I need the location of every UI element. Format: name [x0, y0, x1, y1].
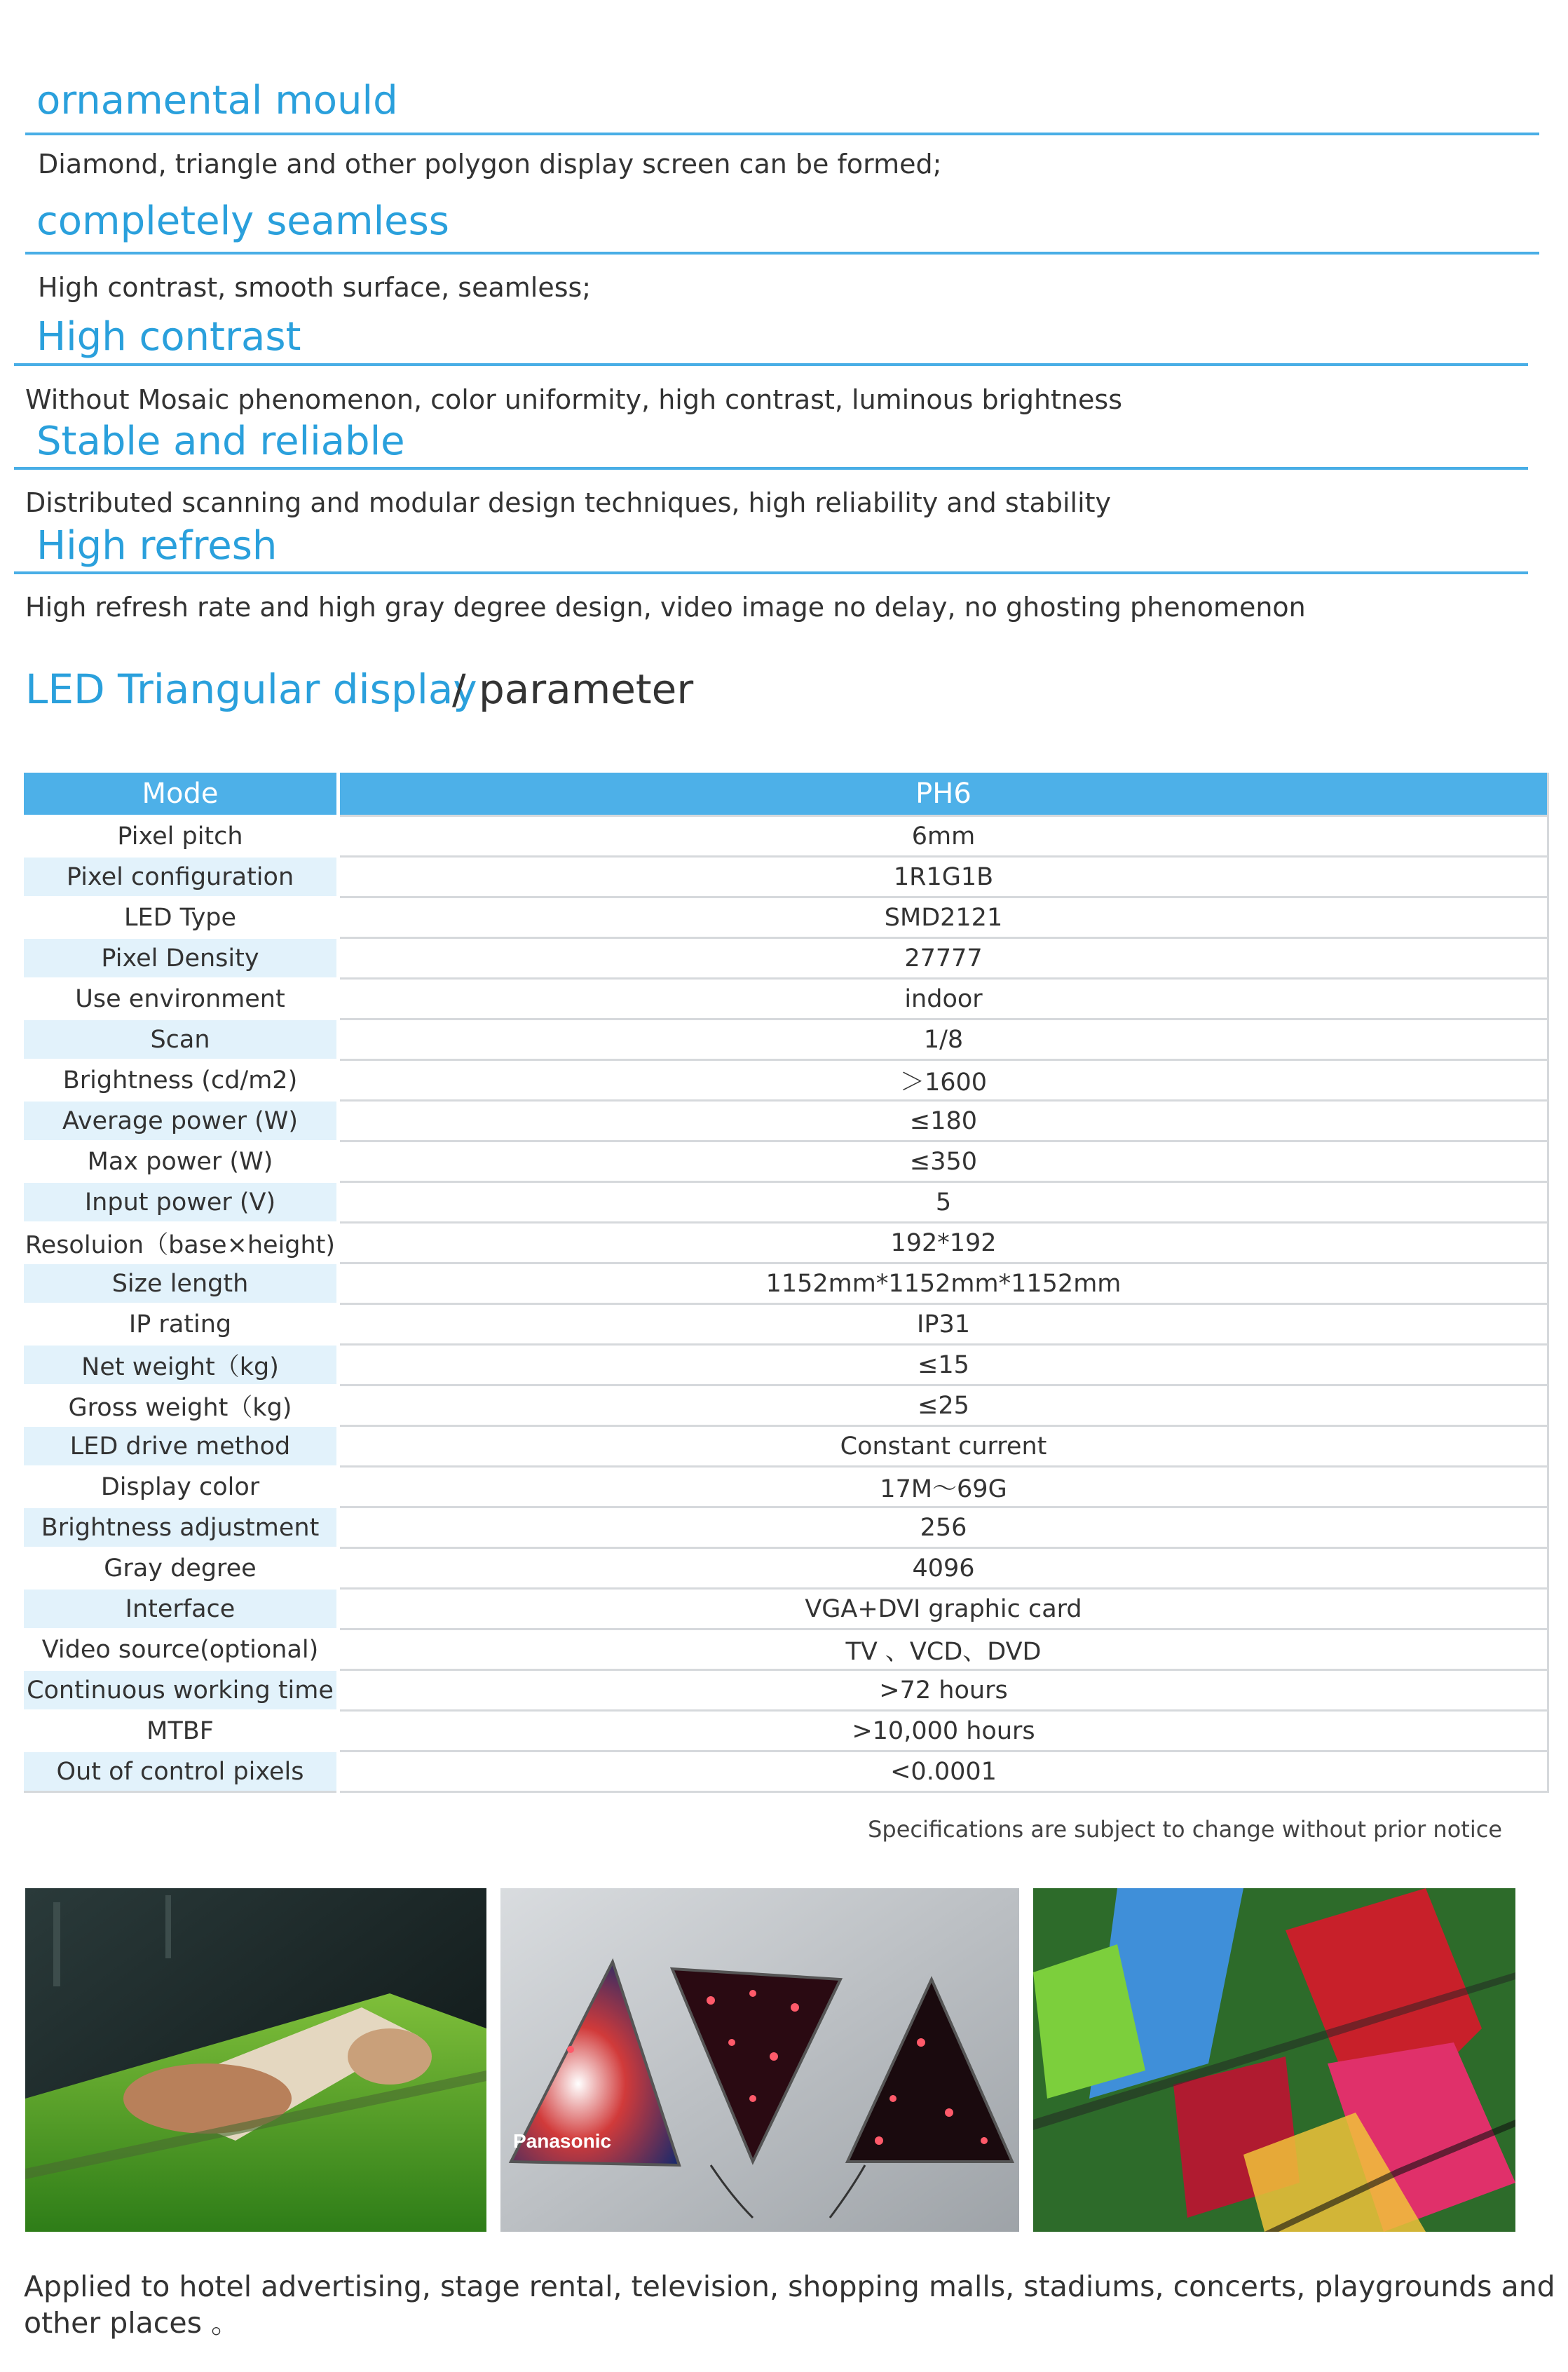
spec-key: Out of control pixels — [24, 1751, 339, 1792]
spec-notice: Specifications are subject to change without prior notice — [868, 1816, 1502, 1843]
spec-value: ≤15 — [339, 1345, 1548, 1385]
spec-header-row — [24, 773, 1548, 816]
spec-value: SMD2121 — [339, 897, 1548, 938]
spec-value: ≤180 — [339, 1101, 1548, 1141]
spec-value: ≤25 — [339, 1385, 1548, 1426]
spec-row — [24, 1507, 1548, 1548]
feature-rule — [25, 252, 1539, 255]
spec-value: 1/8 — [339, 1019, 1548, 1060]
spec-row — [24, 938, 1548, 979]
spec-row — [24, 1670, 1548, 1711]
spec-header-value: PH6 — [339, 773, 1548, 816]
feature-description: Distributed scanning and modular design techniques, high reliability and stability — [25, 487, 1112, 518]
feature-title: High refresh — [36, 523, 278, 569]
spec-key: IP rating — [24, 1304, 339, 1345]
spec-row — [24, 1589, 1548, 1629]
spec-row — [24, 1060, 1548, 1101]
spec-key: Video source(optional) — [24, 1629, 339, 1670]
spec-row — [24, 1182, 1548, 1223]
spec-value: >72 hours — [339, 1670, 1548, 1711]
spec-row — [24, 1426, 1548, 1467]
spec-value: 4096 — [339, 1548, 1548, 1589]
spec-value: 27777 — [339, 938, 1548, 979]
spec-row — [24, 857, 1548, 897]
spec-row — [24, 1711, 1548, 1751]
spec-key: LED Type — [24, 897, 339, 938]
feature-description: Diamond, triangle and other polygon display screen can be formed; — [38, 149, 942, 179]
spec-row — [24, 1304, 1548, 1345]
spec-value: >10,000 hours — [339, 1711, 1548, 1751]
spec-key: Brightness adjustment — [24, 1507, 339, 1548]
feature-description: Without Mosaic phenomenon, color uniformity, high contrast, luminous brightness — [25, 384, 1122, 415]
spec-row — [24, 897, 1548, 938]
spec-key: Gross weight（kg) — [24, 1385, 339, 1426]
spec-row — [24, 1345, 1548, 1385]
spec-key: Pixel configuration — [24, 857, 339, 897]
spec-value: 6mm — [339, 816, 1548, 857]
spec-value: TV 、VCD、DVD — [339, 1629, 1548, 1670]
feature-title: Stable and reliable — [36, 419, 405, 464]
section-subtitle: / parameter — [452, 665, 694, 713]
feature-description: High contrast, smooth surface, seamless; — [38, 272, 592, 303]
spec-value: ≤350 — [339, 1141, 1548, 1182]
spec-row — [24, 979, 1548, 1019]
spec-row — [24, 1548, 1548, 1589]
spec-value: IP31 — [339, 1304, 1548, 1345]
spec-key: Gray degree — [24, 1548, 339, 1589]
spec-row — [24, 1467, 1548, 1507]
spec-row — [24, 1751, 1548, 1792]
spec-key: Scan — [24, 1019, 339, 1060]
triangle-panels-photo — [500, 1888, 1019, 2232]
feature-description: High refresh rate and high gray degree design, video image no delay, no ghosting phenomenon — [25, 592, 1306, 623]
spec-key: Net weight（kg) — [24, 1345, 339, 1385]
spec-value: VGA+DVI graphic card — [339, 1589, 1548, 1629]
spec-key: Pixel pitch — [24, 816, 339, 857]
spec-header-key: Mode — [24, 773, 339, 816]
spec-row — [24, 1263, 1548, 1304]
spec-row — [24, 1101, 1548, 1141]
spec-table — [24, 773, 1549, 1793]
feature-title: ornamental mould — [36, 78, 398, 123]
spec-key: LED drive method — [24, 1426, 339, 1467]
feature-title: completely seamless — [36, 198, 449, 244]
floor-led-display-image — [25, 1888, 486, 2232]
spec-key: Resoluion（base×height) — [24, 1223, 339, 1263]
panasonic-logo-text: Panasonic — [513, 2130, 612, 2152]
closing-text: Applied to hotel advertising, stage rental, television, shopping malls, stadiums, concerts, playgrounds and other places 。 — [24, 2270, 1555, 2340]
spec-value: indoor — [339, 979, 1548, 1019]
spec-key: Interface — [24, 1589, 339, 1629]
spec-value: 1152mm*1152mm*1152mm — [339, 1263, 1548, 1304]
corner-led-display-image — [1033, 1888, 1515, 2232]
spec-key: Input power (V) — [24, 1182, 339, 1223]
spec-key: Continuous working time — [24, 1670, 339, 1711]
spec-value: 5 — [339, 1182, 1548, 1223]
spec-key: Max power (W) — [24, 1141, 339, 1182]
spec-key: Use environment — [24, 979, 339, 1019]
spec-key: Brightness (cd/m2) — [24, 1060, 339, 1101]
spec-row — [24, 816, 1548, 857]
spec-key: Display color — [24, 1467, 339, 1507]
floor-led-display-photo — [25, 1888, 486, 2232]
feature-title: High contrast — [36, 314, 301, 360]
spec-row — [24, 1019, 1548, 1060]
section-title: LED Triangular display — [25, 665, 477, 713]
spec-value: 1R1G1B — [339, 857, 1548, 897]
spec-value: <0.0001 — [339, 1751, 1548, 1792]
spec-value: 256 — [339, 1507, 1548, 1548]
spec-row — [24, 1141, 1548, 1182]
spec-value: 192*192 — [339, 1223, 1548, 1263]
corner-led-display-photo — [1033, 1888, 1515, 2232]
spec-key: MTBF — [24, 1711, 339, 1751]
spec-key: Average power (W) — [24, 1101, 339, 1141]
spec-value: Constant current — [339, 1426, 1548, 1467]
feature-rule — [14, 467, 1528, 470]
spec-value: ＞1600 — [339, 1060, 1548, 1101]
feature-rule — [14, 363, 1528, 366]
feature-rule — [25, 133, 1539, 135]
spec-row — [24, 1385, 1548, 1426]
spec-value: 17M～69G — [339, 1467, 1548, 1507]
triangle-panels-image — [500, 1888, 1019, 2232]
spec-key: Size length — [24, 1263, 339, 1304]
spec-key: Pixel Density — [24, 938, 339, 979]
spec-row — [24, 1629, 1548, 1670]
spec-row — [24, 1223, 1548, 1263]
feature-rule — [14, 571, 1528, 574]
